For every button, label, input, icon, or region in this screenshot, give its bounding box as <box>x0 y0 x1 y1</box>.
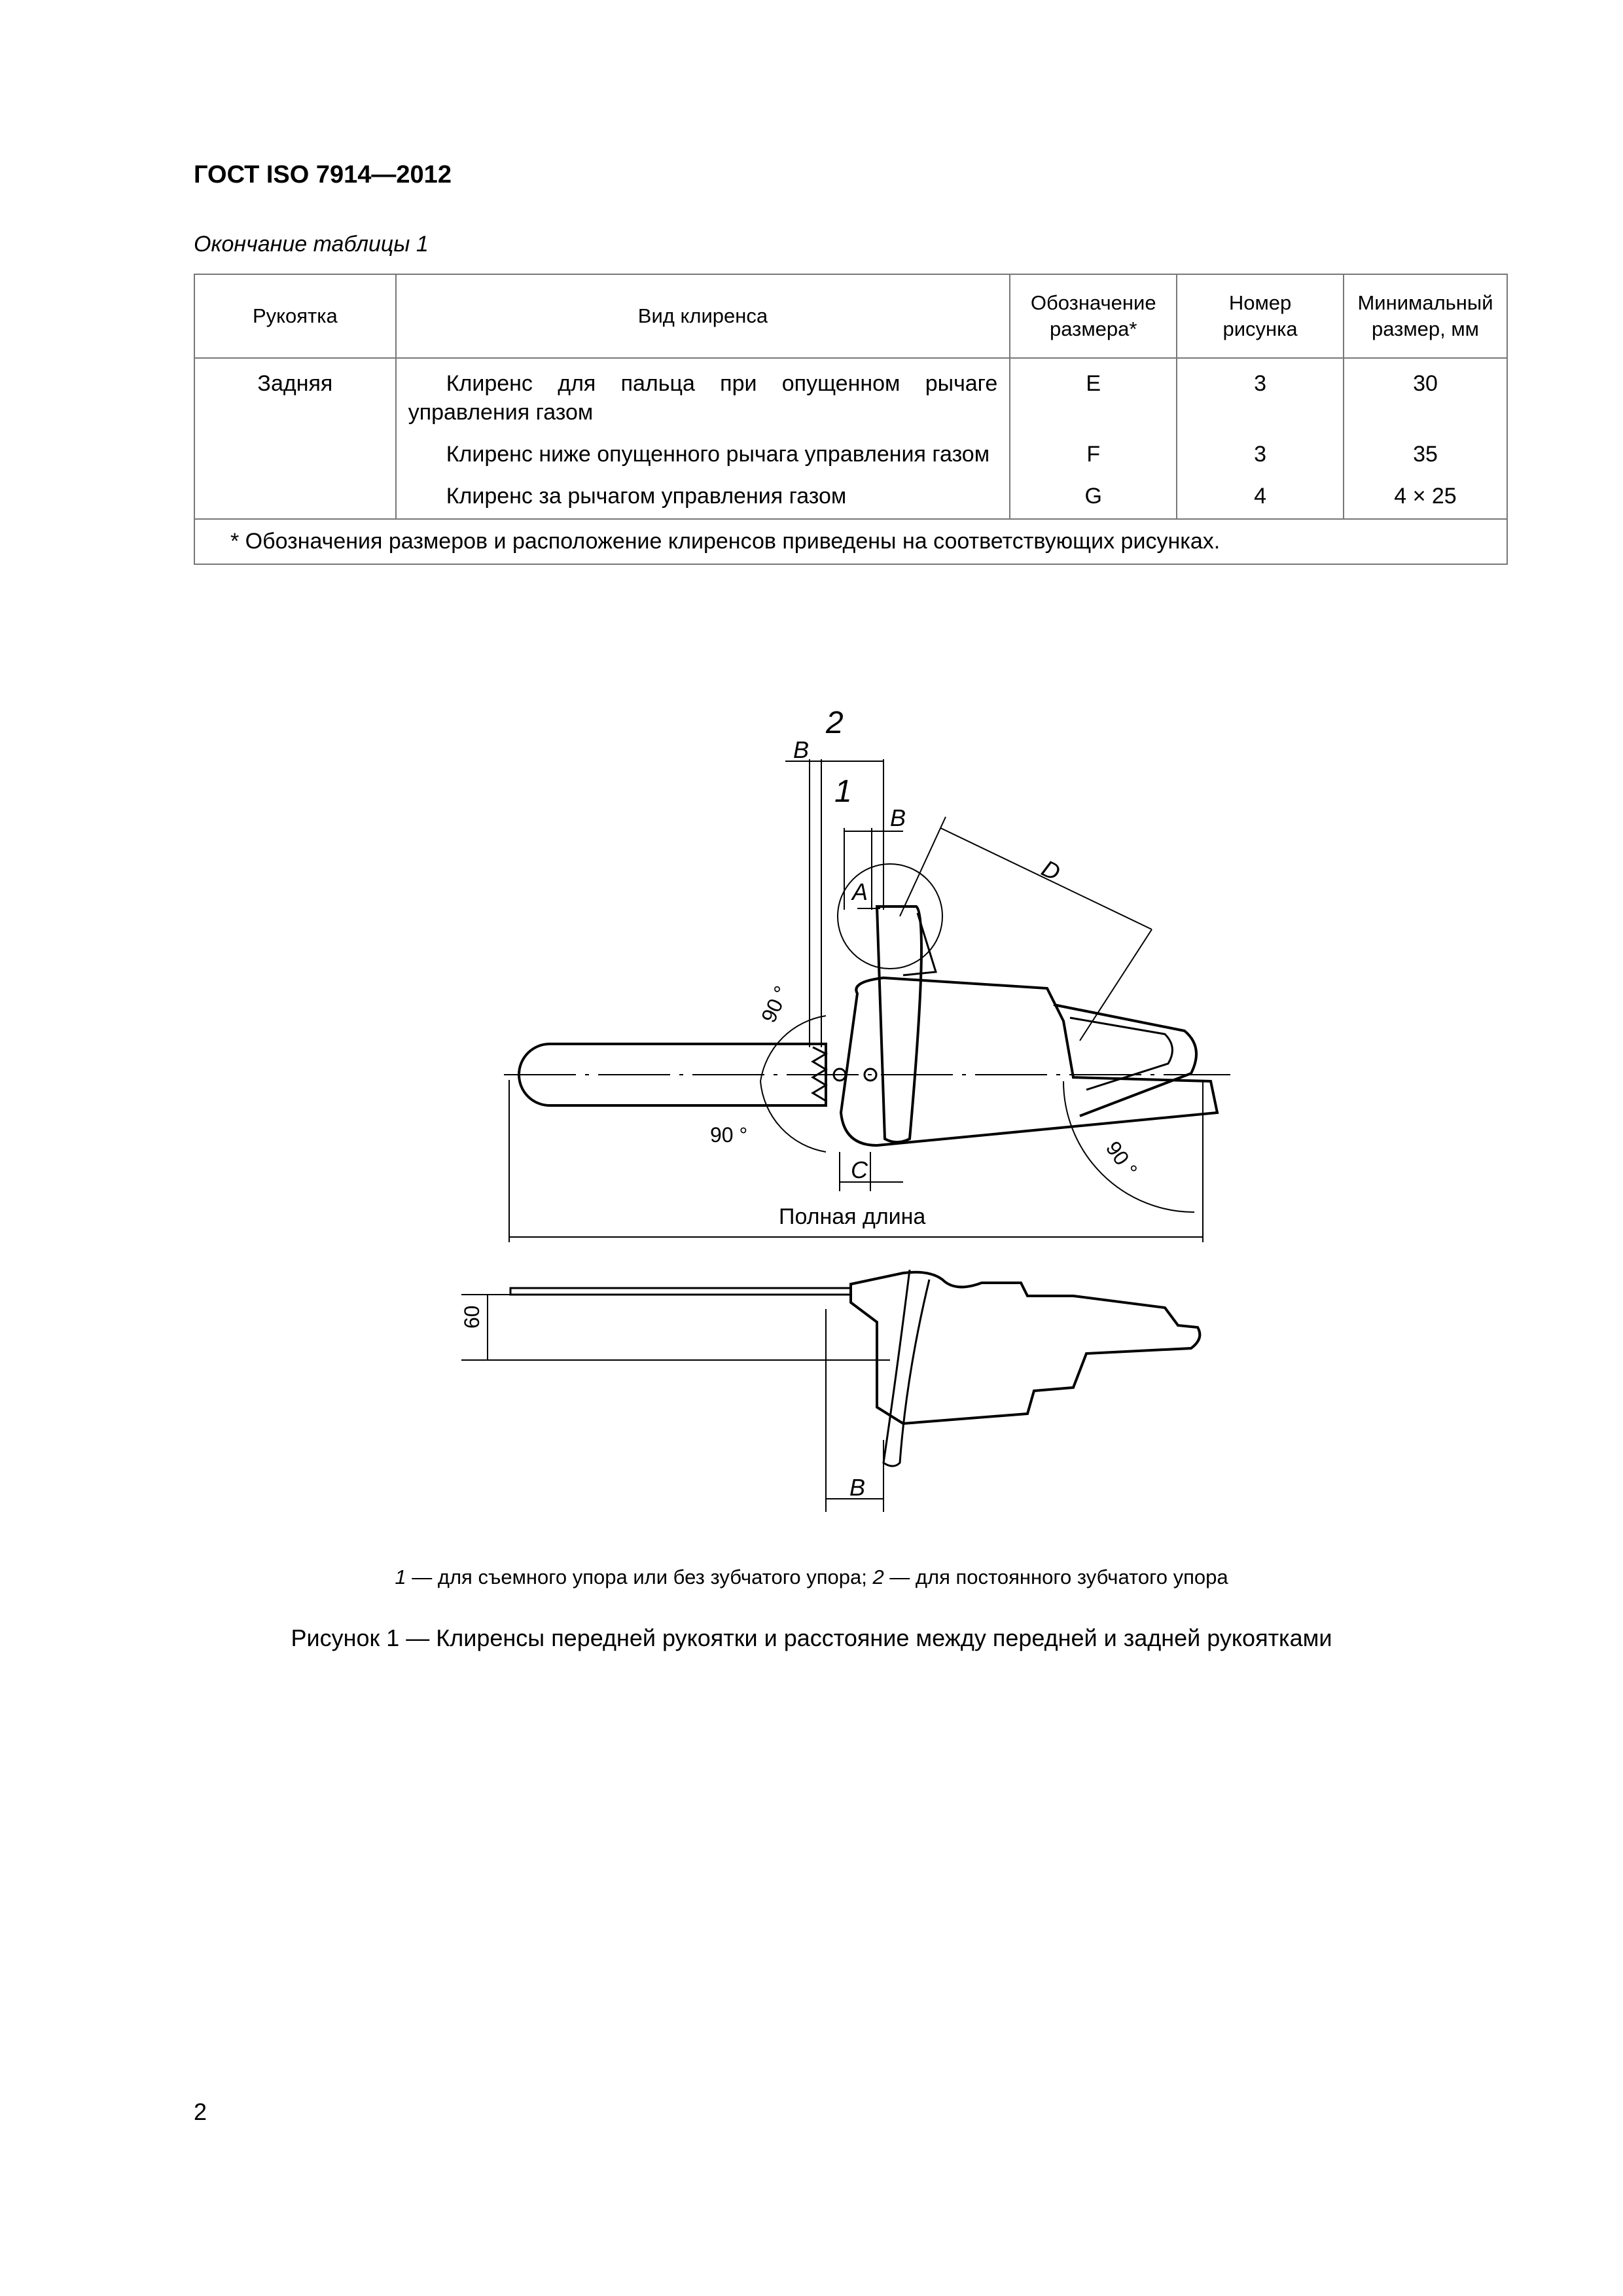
engine-housing <box>841 978 1217 1145</box>
angle-label: 90 ° <box>756 982 794 1026</box>
clearance-desc: Клиренс для пальца при опущенном рычаге управления газом <box>396 358 1010 429</box>
front-handle <box>877 906 921 1142</box>
figure-number: 3 <box>1177 358 1344 429</box>
overall-length-label: Полная длина <box>779 1204 926 1229</box>
label-b-mid: B <box>890 804 906 831</box>
table-footnote: * Обозначения размеров и расположение клиренсов приведены на соответствующих рисунках. <box>194 519 1507 564</box>
figure-number: 4 <box>1177 471 1344 519</box>
document-header: ГОСТ ISO 7914—2012 <box>194 161 452 188</box>
height-label: 60 <box>460 1305 484 1329</box>
side-body <box>851 1272 1200 1424</box>
label-c: C <box>851 1157 868 1183</box>
min-size: 4 × 25 <box>1344 471 1507 519</box>
side-bar <box>510 1288 851 1295</box>
angle-label: 90 ° <box>710 1123 748 1147</box>
label-2: 2 <box>826 706 844 740</box>
legend-text: — для постоянного зубчатого упора <box>883 1566 1228 1588</box>
figure-number: 3 <box>1177 429 1344 471</box>
size-code: E <box>1010 358 1177 429</box>
size-code: G <box>1010 471 1177 519</box>
page-number: 2 <box>194 2098 207 2125</box>
figure-legend <box>0 1566 1623 1589</box>
clearance-desc: Клиренс за рычагом управления газом <box>396 471 1010 519</box>
legend-key: 1 <box>395 1566 406 1588</box>
legend-text: — для съемного упора или без зубчатого упора; <box>406 1566 873 1588</box>
clearance-desc: Клиренс ниже опущенного рычага управления газом <box>396 429 1010 471</box>
label-b-bottom: B <box>849 1474 866 1501</box>
label-b-top: B <box>793 736 810 763</box>
table-caption: Окончание таблицы 1 <box>194 232 429 257</box>
label-a: A <box>852 878 868 905</box>
legend-key: 2 <box>872 1566 884 1588</box>
label-d: D <box>1037 854 1065 886</box>
min-size: 30 <box>1344 358 1507 429</box>
min-size: 35 <box>1344 429 1507 471</box>
table-header-cell: Обозначение размера* <box>1010 274 1177 358</box>
angle-label: 90 ° <box>1101 1136 1143 1181</box>
table-header-cell: Номер рисунка <box>1177 274 1344 358</box>
table-header-cell: Минимальный размер, мм <box>1344 274 1507 358</box>
table-header-cell: Рукоятка <box>194 274 396 358</box>
figure-caption: Рисунок 1 — Клиренсы передней рукоятки и расстояние между передней и задней рукоятками <box>291 1624 1332 1651</box>
size-code: F <box>1010 429 1177 471</box>
table-header-cell: Вид клиренса <box>396 274 1010 358</box>
handle-cell: Задняя <box>194 358 396 519</box>
label-1: 1 <box>834 774 852 809</box>
rear-handle <box>1054 1005 1196 1116</box>
